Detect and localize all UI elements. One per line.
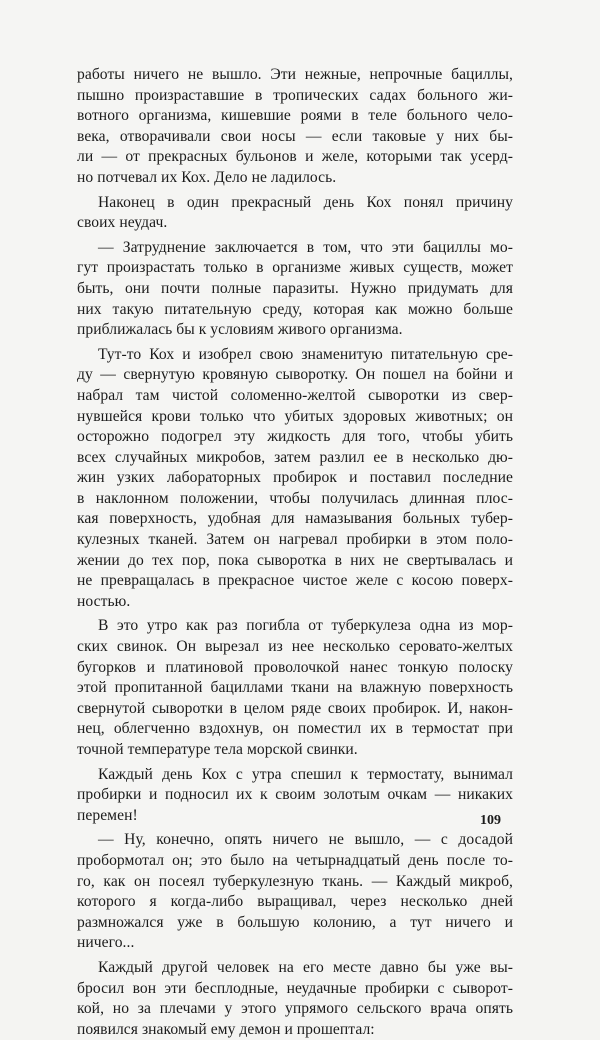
paragraph [77, 765, 513, 827]
text-line: нец, облегченно вздохнув, он поместил их в термостат при [77, 720, 513, 738]
text-line: не превращалась в прекрасное чистое желе с косою поверх- [77, 572, 513, 590]
text-line: приближалась бы к условиям живого организма. [77, 321, 403, 339]
body-text [77, 65, 513, 1040]
paragraph [77, 238, 513, 341]
text-line: Тут-то Кох и изобрел свою знаменитую питательную сре- [98, 345, 513, 363]
text-line: быть, они почти полные паразиты. Нужно придумать для [77, 279, 513, 297]
text-line: жении до тех пор, пока сыворотка в них не свертывалась и [77, 551, 513, 569]
text-line: кая поверхность, удобная для намазывания больных тубер- [77, 510, 513, 528]
page-number: 109 [480, 813, 501, 828]
text-line: го, как он посеял туберкулезную ткань. — Каждый микроб, [77, 872, 513, 890]
text-line: Каждый другой человек на его месте давно бы уже вы- [98, 958, 513, 976]
text-line: кой, но за плечами у этого упрямого сельского врача опять [77, 1000, 513, 1018]
paragraph [77, 65, 513, 189]
text-line: — Затруднение заключается в том, что эти бациллы мо- [98, 238, 513, 256]
text-line: свернутой сыворотки в целом ряде своих пробирок. И, након- [77, 699, 513, 717]
text-line: перемен! [77, 806, 138, 824]
text-line: работы ничего не вышло. Эти нежные, непрочные бациллы, [77, 66, 513, 83]
text-line: гут произрастать только в организме живых существ, может [77, 259, 513, 277]
text-line: Наконец в один прекрасный день Кох понял причину [98, 193, 513, 211]
paragraph [77, 958, 513, 1040]
text-line: века, отворачивали свои носы — если таковые у них бы- [77, 127, 513, 145]
paragraph [77, 193, 513, 234]
text-line: всех случайных микробов, затем разлил ее в несколько дю- [77, 448, 513, 466]
text-line: них такую питательную среду, которая как можно больше [77, 300, 513, 318]
text-line: своих неудач. [77, 214, 168, 232]
text-line: пробормотал он; это было на четырнадцатый день после то- [77, 851, 513, 869]
text-line: ничего... [77, 934, 135, 952]
text-line: размножался уже в большую колонию, а тут ничего и [77, 913, 513, 931]
text-line: точной температуре тела морской свинки. [77, 741, 358, 758]
text-line: этой пропитанной бациллами ткани на влажную поверхность [77, 679, 513, 697]
text-line: жин узких лабораторных пробирок и поставил последние [77, 469, 513, 487]
text-line: бросил вон эти бесплодные, неудачные пробирки с сыворот- [77, 979, 513, 997]
text-line: появился знакомый ему демон и прошептал: [77, 1020, 375, 1038]
text-line: — Ну, конечно, опять ничего не вышло, — с досадой [98, 831, 513, 849]
paragraph [77, 345, 513, 613]
text-line: но потчевал их Кох. Дело не ладилось. [77, 168, 337, 186]
text-line: ностью. [77, 592, 131, 610]
text-line: набрал там чистой соломенно-желтой сыворотки из свер- [77, 386, 513, 404]
paragraph [77, 616, 513, 760]
text-line: Каждый день Кох с утра спешил к термостату, вынимал [98, 765, 513, 783]
text-line: В это утро как раз погибла от туберкулеза одна из мор- [98, 617, 513, 635]
text-line: ских свинок. Он вырезал из нее несколько серовато-желтых [77, 638, 513, 656]
text-line: кулезных тканей. Затем он нагревал пробирки в этом поло- [77, 531, 513, 549]
text-line: вотного организма, кишевшие роями в теле больного чело- [77, 107, 513, 125]
text-line: которого я когда-либо выращивал, через несколько дней [77, 893, 513, 911]
text-line: нувшейся крови только что убитых здоровых животных; он [77, 407, 513, 425]
text-line: ли — от прекрасных бульонов и желе, которыми так усерд- [77, 148, 513, 166]
text-line: ду — свернутую кровяную сыворотку. Он пошел на бойни и [77, 366, 513, 384]
paragraph [77, 830, 513, 954]
text-line: в наклонном положении, чтобы получилась длинная плос- [77, 489, 513, 507]
text-line: пробирки и подносил их к своим золотым очкам — никаких [77, 786, 513, 804]
text-line: бугорков и платиновой проволочкой нанес тонкую полоску [77, 658, 513, 676]
text-line: осторожно подогрел эту жидкость для того, чтобы убить [77, 428, 513, 446]
text-line: пышно произраставшие в тропических садах больного жи- [77, 86, 513, 104]
